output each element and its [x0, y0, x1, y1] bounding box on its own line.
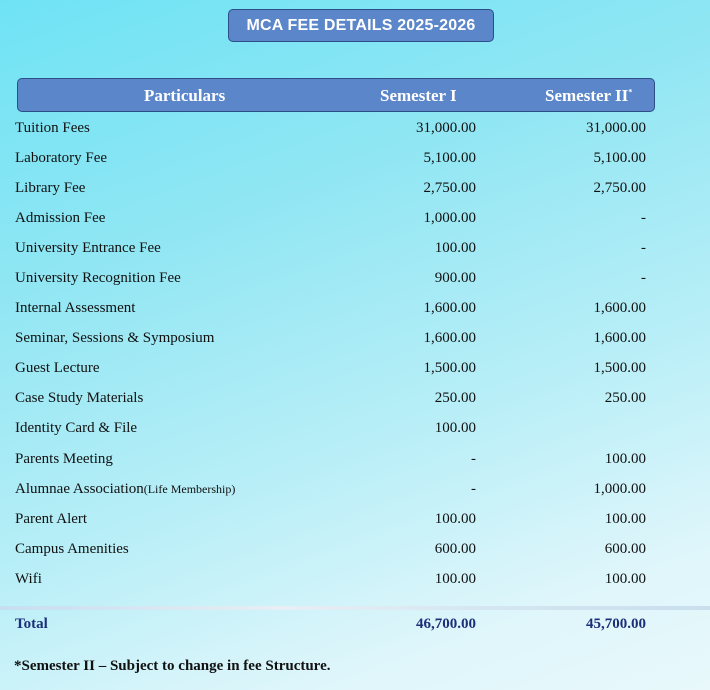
row-semester-2-value: 1,600.00	[593, 300, 646, 316]
row-semester-2-value: 600.00	[604, 541, 646, 557]
row-semester-1-value: -	[471, 451, 476, 467]
table-row	[0, 511, 710, 541]
table-header	[17, 78, 655, 112]
row-semester-2-value: 31,000.00	[586, 120, 646, 136]
row-semester-2-value: -	[641, 270, 646, 286]
row-semester-1-value: 1,000.00	[423, 210, 476, 226]
row-semester-1-value: -	[471, 481, 476, 497]
row-label: Parents Meeting	[15, 451, 113, 467]
table-row	[0, 541, 710, 571]
table-row	[0, 210, 710, 240]
row-semester-2-value: 100.00	[604, 511, 646, 527]
row-semester-1-value: 31,000.00	[416, 120, 476, 136]
row-label: Seminar, Sessions & Symposium	[15, 330, 215, 346]
table-row	[0, 180, 710, 210]
row-label: Guest Lecture	[15, 360, 100, 376]
row-label: University Recognition Fee	[15, 270, 181, 286]
row-semester-1-value: 100.00	[434, 420, 476, 436]
header-semester-1: Semester I	[380, 86, 457, 105]
total-semester-2-value: 45,700.00	[586, 616, 646, 632]
header-semester-2	[545, 86, 632, 106]
header-particulars: Particulars	[144, 86, 226, 105]
row-semester-2-value: 1,000.00	[593, 481, 646, 497]
table-row	[0, 571, 710, 601]
row-semester-2-value: 1,500.00	[593, 360, 646, 376]
header-semester-2-label: Semester II	[545, 86, 629, 105]
row-label: Wifi	[15, 571, 42, 587]
row-semester-2-value: 1,600.00	[593, 330, 646, 346]
row-semester-1-value: 2,750.00	[423, 180, 476, 196]
row-label-note: (Life Membership)	[143, 482, 236, 496]
total-row	[0, 616, 710, 640]
row-semester-2-value: 250.00	[604, 390, 646, 406]
row-semester-1-value: 1,500.00	[423, 360, 476, 376]
table-row	[0, 481, 710, 511]
row-label-main: Alumnae Association	[15, 481, 144, 497]
row-semester-1-value: 600.00	[434, 541, 476, 557]
row-semester-1-value: 100.00	[434, 240, 476, 256]
row-semester-2-value: -	[641, 210, 646, 226]
total-label: Total	[15, 616, 48, 632]
row-semester-1-value: 250.00	[434, 390, 476, 406]
row-semester-2-value: 2,750.00	[593, 180, 646, 196]
footnote: *Semester II – Subject to change in fee Structure.	[14, 658, 331, 674]
row-semester-1-value: 1,600.00	[423, 330, 476, 346]
page-title: MCA FEE DETAILS 2025-2026	[228, 9, 494, 42]
row-label: Case Study Materials	[15, 390, 144, 406]
row-label: Tuition Fees	[15, 120, 90, 136]
row-semester-1-value: 100.00	[434, 571, 476, 587]
table-row	[0, 120, 710, 150]
table-row	[0, 420, 710, 450]
row-semester-1-value: 5,100.00	[423, 150, 476, 166]
row-semester-1-value: 100.00	[434, 511, 476, 527]
total-semester-1-value: 46,700.00	[416, 616, 476, 632]
row-semester-1-value: 900.00	[434, 270, 476, 286]
row-label: University Entrance Fee	[15, 240, 161, 256]
table-row	[0, 390, 710, 420]
row-semester-2-value: 100.00	[604, 571, 646, 587]
row-label: Identity Card & File	[15, 420, 138, 436]
total-divider	[0, 606, 710, 610]
table-row	[0, 270, 710, 300]
row-label: Campus Amenities	[15, 541, 129, 557]
row-label	[15, 481, 235, 498]
row-semester-2-value: -	[641, 240, 646, 256]
row-label: Laboratory Fee	[15, 150, 108, 166]
header-semester-2-mark: *	[628, 87, 633, 97]
row-semester-2-value: 5,100.00	[593, 150, 646, 166]
table-row	[0, 240, 710, 270]
row-label: Parent Alert	[15, 511, 88, 527]
row-label: Internal Assessment	[15, 300, 136, 316]
row-semester-1-value: 1,600.00	[423, 300, 476, 316]
table-row	[0, 360, 710, 390]
row-semester-2-value: 100.00	[604, 451, 646, 467]
table-row	[0, 451, 710, 481]
table-row	[0, 300, 710, 330]
table-row	[0, 330, 710, 360]
table-row	[0, 150, 710, 180]
row-label: Admission Fee	[15, 210, 106, 226]
row-label: Library Fee	[15, 180, 86, 196]
